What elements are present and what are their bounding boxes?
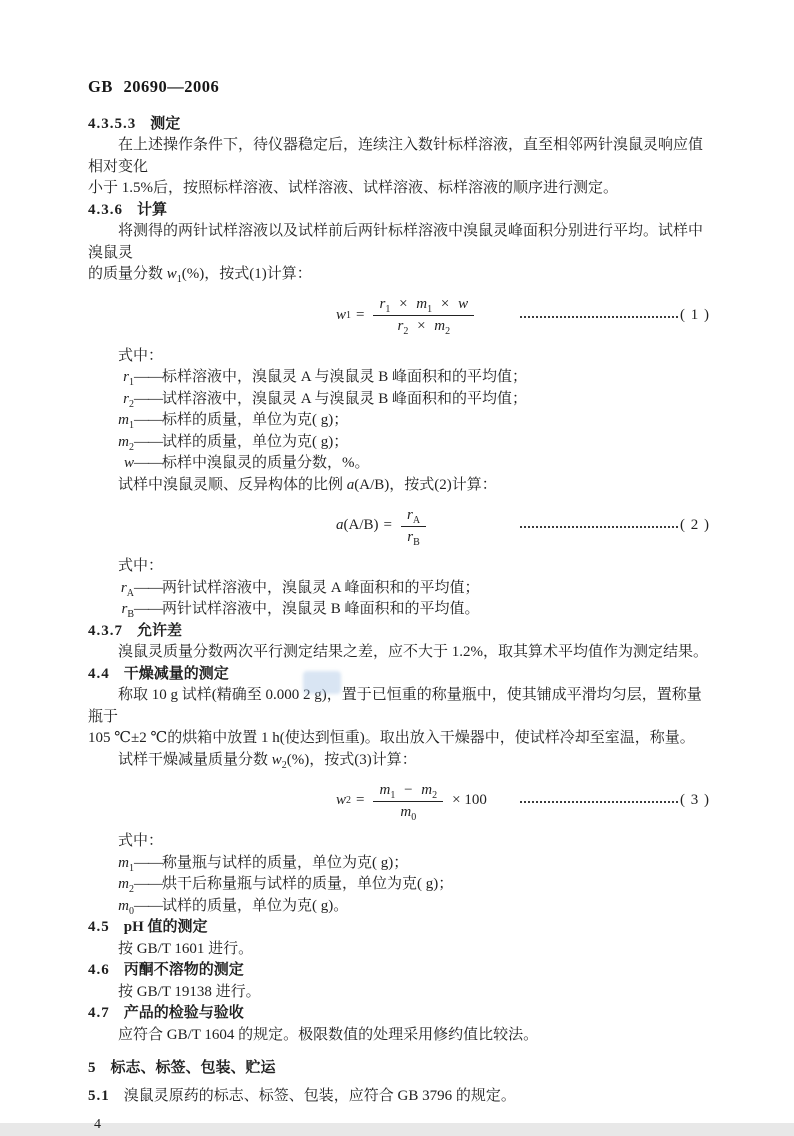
clause-text: 溴鼠灵原药的标志、标签、包装，应符合 GB 3796 的规定。 [123,1087,516,1104]
formula-number: ( 1 ) [680,306,710,323]
variable-a: a [346,476,355,493]
variable: m [118,876,129,892]
dotted-leader [520,524,678,528]
variable: m [118,412,129,428]
variable-m2: m [421,781,433,798]
definition-symbol [102,874,134,896]
subscript: 2 [129,441,134,453]
subscript: 0 [129,905,134,917]
where-label: 式中： [118,833,164,849]
equals-sign: = [356,306,365,323]
subscript: 1 [427,304,433,315]
subscript: 1 [129,377,134,388]
definition-symbol [102,453,134,475]
variable-definition [102,578,710,600]
heading-number: 4.3.7 [88,622,123,639]
definition-dash: —— [134,876,162,892]
text-run: (A/B) [343,517,379,534]
page-number: 4 [94,1117,101,1132]
definition-text: 试样的质量，单位为克( g)。 [162,897,349,914]
definition-text: 两针试样溶液中，溴鼠灵 A 峰面积和的平均值； [162,579,480,596]
subscript: 2 [129,398,134,410]
definition-dash: —— [134,579,162,596]
definition-dash: —— [134,854,162,871]
text-run: (%)，按式(3)计算： [286,751,417,768]
heading-title: 允许差 [137,622,183,639]
variable-definition [102,874,710,896]
subscript: 1 [385,304,391,315]
clause-number: 5.1 [88,1087,110,1104]
heading-4-5 [88,917,710,939]
text-run: 试样中溴鼠灵顺、反异构体的比例 [118,476,347,493]
denominator [397,316,450,336]
heading-4-7 [88,1003,710,1025]
definition-dash: —— [134,390,162,407]
subscript: 2 [445,326,451,337]
subscript: 1 [129,420,134,431]
definition-dash: —— [134,601,162,617]
variable: r [123,390,129,407]
heading-4-4 [88,664,710,686]
variable-definition [102,432,710,454]
variable-a: a [336,517,344,534]
definition-symbol [102,389,134,411]
definition-symbol [102,853,134,875]
heading-title: 标志、标签、包装、贮运 [110,1060,276,1076]
numerator [373,295,474,316]
variable-w1: w [166,266,177,282]
subscript: A [126,587,134,599]
heading-title: 测定 [150,115,181,132]
formula-1 [88,292,710,340]
variable-m1: m [416,296,428,312]
heading-title: 丙酮不溶物的测定 [123,962,244,978]
definition-dash: —— [134,412,162,428]
subscript: B [413,536,420,548]
definition-text: 标样的质量，单位为克( g)； [162,412,349,428]
variable-definition [102,599,710,621]
heading-4-6 [88,960,710,982]
variable-rB: r [407,528,414,545]
multiply-sign: × [440,296,450,312]
subscript: B [127,609,134,620]
formula-3 [88,777,710,825]
text-run: 试样干燥减量质量分数 [118,751,272,768]
paragraph-line: 小于 1.5%后，按照标样溶液、试样溶液、试样溶液、标样溶液的顺序进行测定。 [88,180,618,196]
paragraph-line: 在上述操作条件下，待仪器稳定后，连续注入数针标样溶液，直至相邻两针溴鼠灵响应值相对变化 [88,137,704,175]
equation: w 1 = $\frac{r_1 \times m_1 \times w}{r_2 \times m_2}$ [336,295,478,336]
variable: r [123,369,129,385]
definition-text: 试样的质量，单位为克( g)； [162,433,349,450]
definition-dash: —— [134,455,162,471]
variable-rA: r [406,506,413,523]
heading-title: 产品的检验与验收 [123,1005,244,1021]
definition-text: 称量瓶与试样的质量，单位为克( g)； [162,854,409,871]
fraction [373,781,443,822]
paragraph-line: 称取 10 g 试样(精确至 0.000 2 g)，置于已恒重的称量瓶中，使其铺成平滑均匀层，置称量瓶于 [88,687,702,725]
definition-symbol [102,410,134,432]
subscript: 2 [403,326,409,337]
definition-symbol [102,432,134,454]
variable-definition [102,853,710,875]
dotted-leader [520,314,678,318]
variable: m [118,897,129,914]
variable: m [118,433,129,450]
variable-w1: w [336,306,347,323]
subscript: 2 [129,884,134,895]
paragraph-line [88,264,710,286]
subscript: 2 [432,789,438,801]
subscript: A [412,514,421,526]
definition-dash: —— [134,433,162,450]
definition-dash: —— [134,369,162,385]
heading-5 [88,1058,710,1080]
dotted-leader [520,799,678,803]
paragraph-line: 将测得的两针试样溶液以及试样前后两针标样溶液中溴鼠灵峰面积分别进行平均。试样中溴鼠灵 [88,223,704,261]
heading-number: 4.5 [88,919,110,935]
heading-number: 4.3.6 [88,201,123,218]
equals-sign: = [356,792,365,809]
text-run: (A/B)，按式(2)计算： [354,476,497,493]
definition-text: 标样溶液中，溴鼠灵 A 与溴鼠灵 B 峰面积和的平均值； [162,369,528,385]
subscript: 1 [129,862,134,874]
variable-m1: m [379,781,391,798]
definition-symbol [102,367,134,389]
heading-number: 5 [88,1060,97,1076]
variable-definition [102,410,710,432]
variable-m2: m [434,318,446,334]
paragraph-line [88,475,710,497]
denominator [407,527,420,547]
paragraph-line: 溴鼠灵质量分数两次平行测定结果之差，应不大于 1.2%，取其算术平均值作为测定结果。 [118,644,708,660]
paragraph-line [88,750,710,772]
heading-4-3-6 [88,200,710,222]
variable-w: w [458,296,469,312]
multiply-sign: × [417,318,426,334]
numerator [373,781,443,802]
numerator [401,506,426,527]
fraction [401,506,426,547]
fraction [373,295,474,336]
heading-number: 4.6 [88,962,110,978]
equation: w 2 = $\frac{m_1 - m_2}{m_0}$ × 100 [336,781,487,823]
denominator [400,802,416,822]
variable-definition [102,367,710,389]
times-100: × 100 [452,792,487,809]
text-run: 的质量分数 [88,266,167,282]
minus-sign: − [404,781,413,798]
formula-number: ( 2 ) [680,517,710,534]
where-label: 式中： [118,558,164,574]
definition-text: 两针试样溶液中，溴鼠灵 B 峰面积和的平均值。 [162,601,480,617]
subscript: 2 [281,759,287,771]
equation [336,506,430,547]
paragraph-line: 105 ℃±2 ℃的烘箱中放置 1 h(使达到恒重)。取出放入干燥器中，使试样冷却至室温，称量。 [88,730,695,746]
definition-text: 标样中溴鼠灵的质量分数，%。 [162,455,370,471]
definition-symbol [102,578,134,600]
subscript: 1 [176,274,182,285]
heading-number: 4.3.5.3 [88,115,137,132]
where-label: 式中： [118,347,164,364]
heading-title: 干燥减量的测定 [123,665,229,682]
clause-5-1 [88,1086,710,1108]
variable-definition [102,389,710,411]
definition-symbol [102,896,134,918]
heading-4-3-5-3 [88,114,710,136]
multiply-sign: × [399,296,408,312]
heading-number: 4.7 [88,1005,110,1021]
variable: m [118,854,129,871]
heading-title: pH 值的测定 [123,919,208,935]
equals-sign: = [383,517,392,534]
definition-text: 烘干后称量瓶与试样的质量，单位为克( g)； [162,876,454,892]
formula-2 [88,502,710,550]
formula-number: ( 3 ) [680,792,710,809]
paragraph-line: 按 GB/T 1601 进行。 [118,940,254,957]
variable-w2: w [271,751,282,768]
definition-symbol [102,599,134,621]
variable-w2: w [336,792,347,809]
definition-text: 试样溶液中，溴鼠灵 A 与溴鼠灵 B 峰面积和的平均值； [162,390,528,407]
variable: r [121,601,128,617]
text-run: (%)，按式(1)计算： [181,266,312,282]
definition-dash: —— [134,897,162,914]
heading-4-3-7 [88,621,710,643]
subscript: 1 [390,789,396,801]
standard-number-header: GB 20690—2006 [88,77,220,96]
variable-definition [102,896,710,918]
variable-m0: m [400,803,412,820]
variable-r2: r [397,318,404,334]
paragraph-line: 按 GB/T 19138 进行。 [118,983,261,1000]
variable: r [120,579,127,596]
paragraph-line: 应符合 GB/T 1604 的规定。极限数值的处理采用修约值比较法。 [118,1026,539,1043]
variable-definition [102,453,710,475]
heading-title: 计算 [137,201,168,218]
heading-number: 4.4 [88,665,110,682]
variable: w [123,455,134,471]
variable-r1: r [379,296,386,312]
subscript: 0 [411,811,417,823]
